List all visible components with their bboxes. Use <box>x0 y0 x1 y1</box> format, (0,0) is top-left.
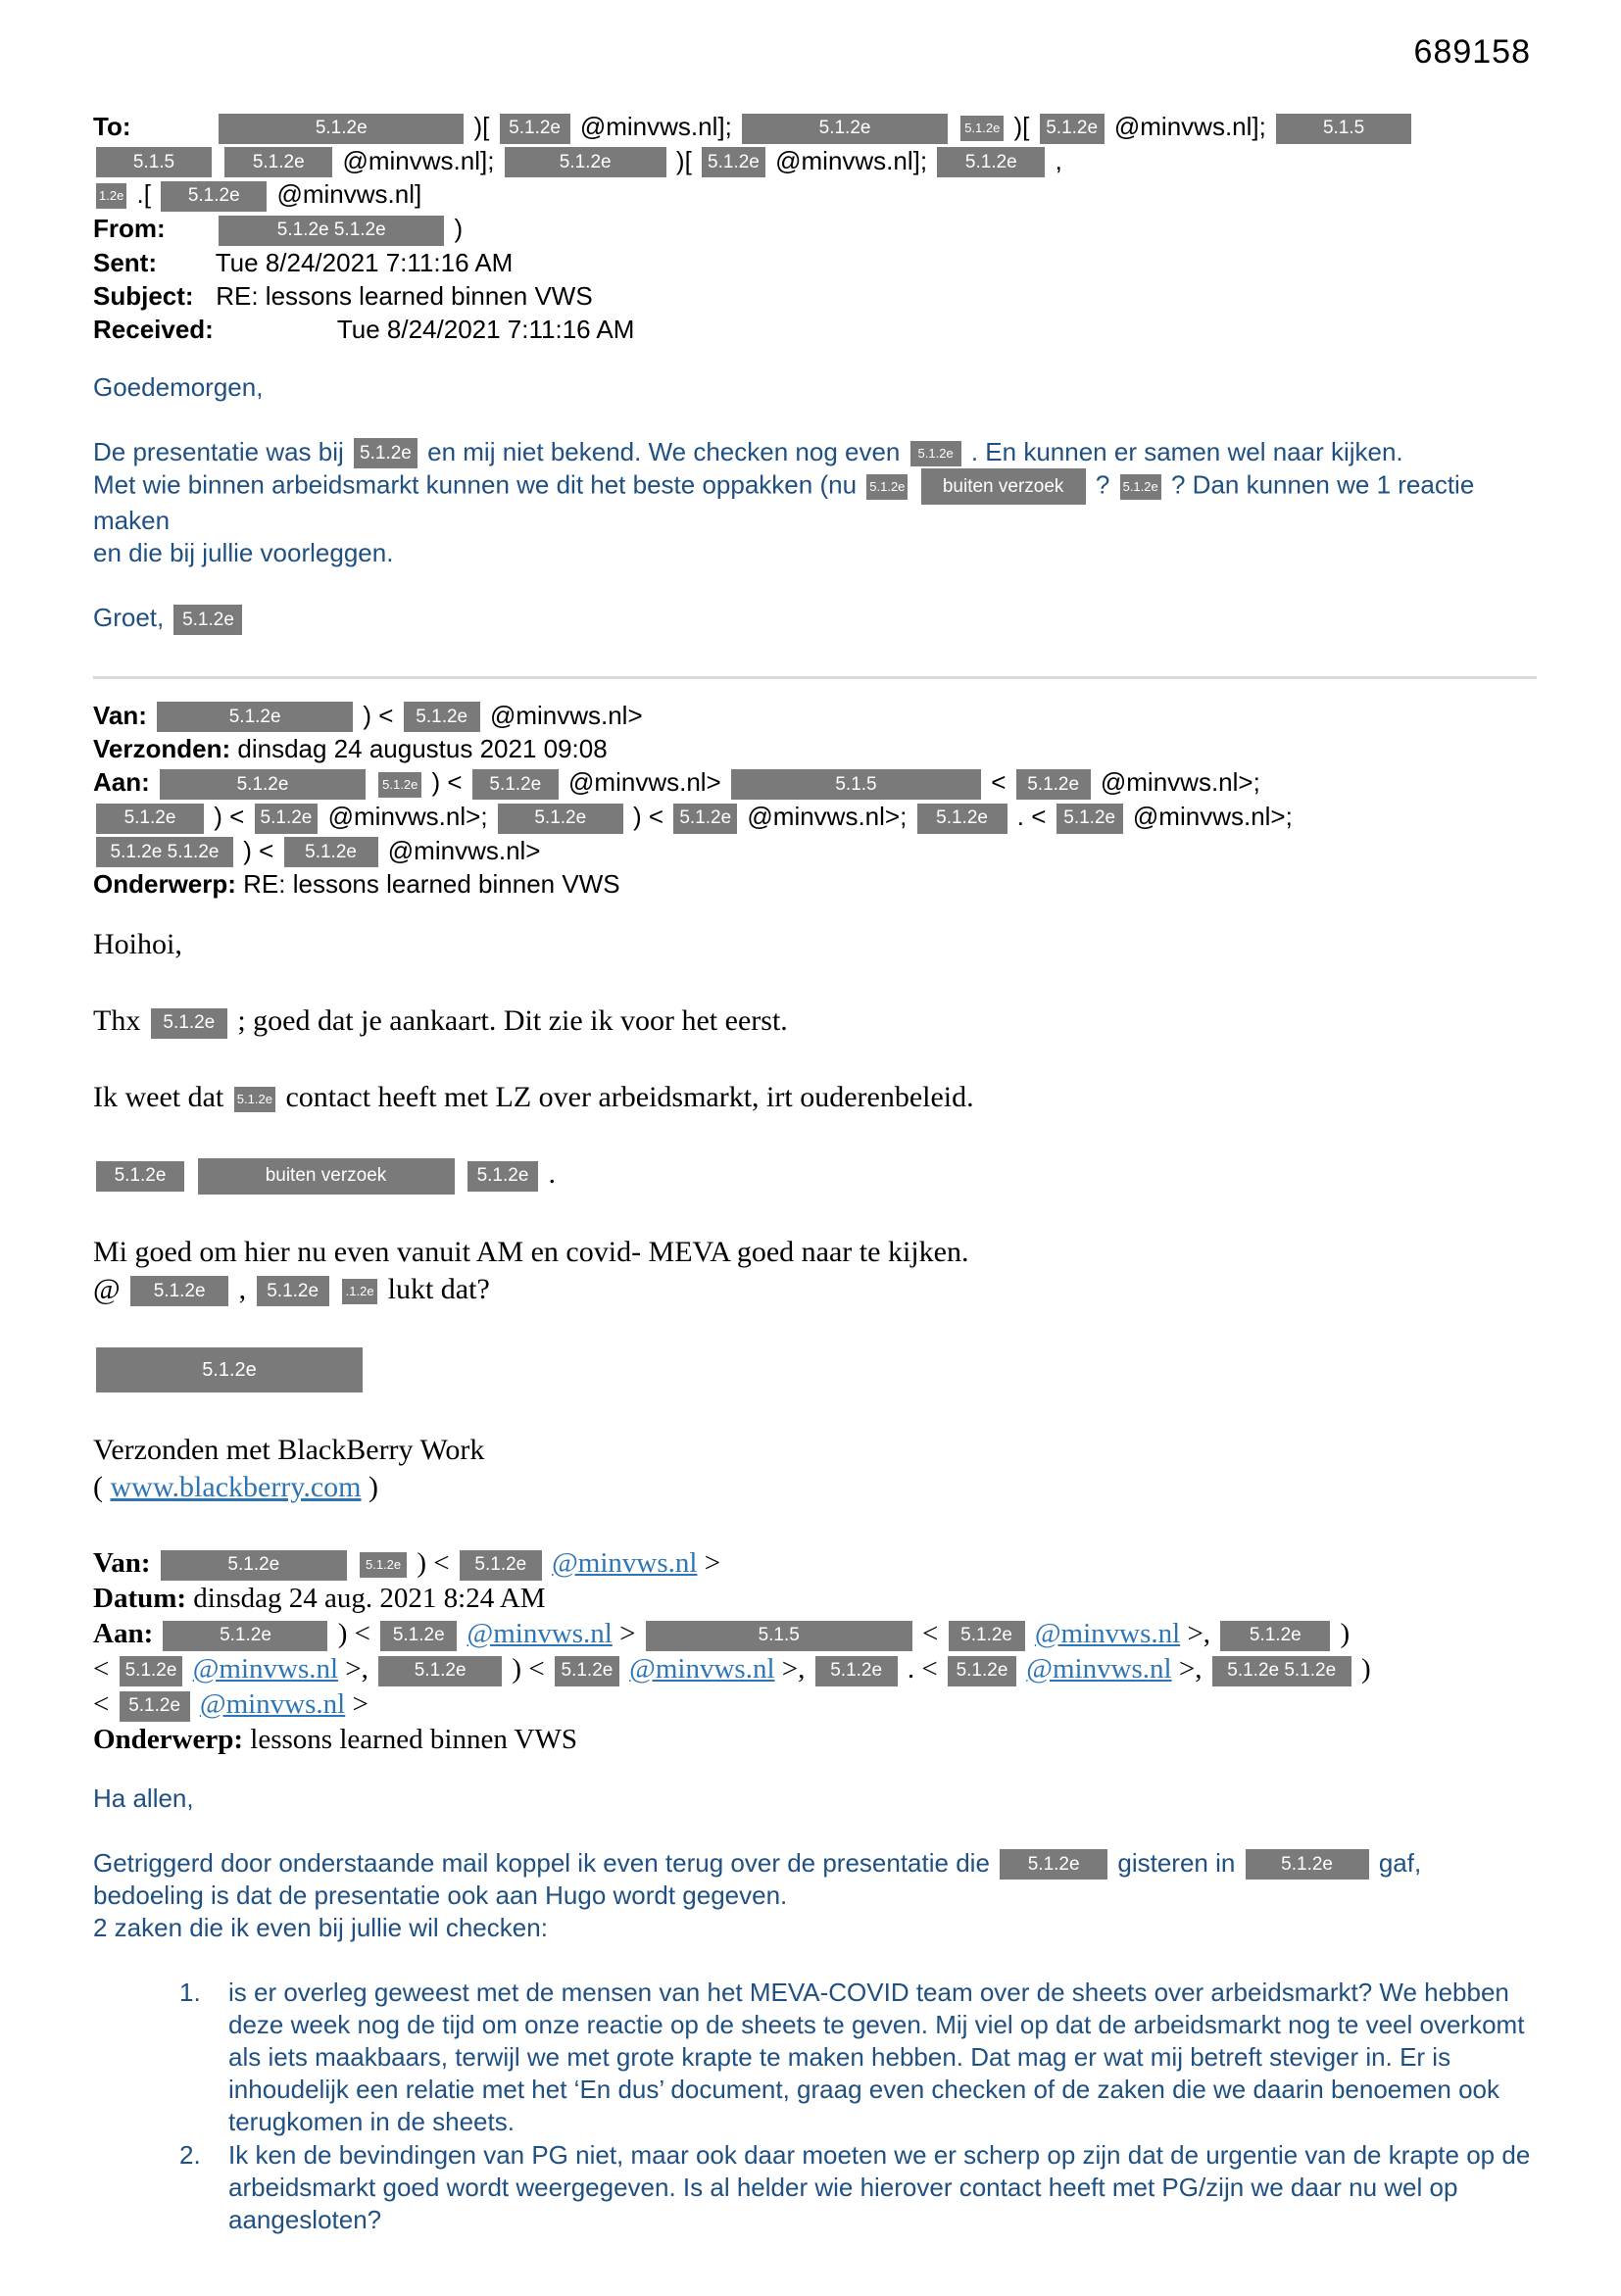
text-segment: Ha allen, <box>93 1783 194 1813</box>
email-header-fields <box>93 1545 1537 1757</box>
document-number: 689158 <box>1413 33 1531 71</box>
text-segment: De presentatie was bij <box>93 436 344 466</box>
text-segment: @minvws.nl> <box>568 767 721 798</box>
redaction-block: 5.1.2e <box>120 1691 190 1722</box>
list-item-text: is er overleg geweest met de mensen van het MEVA-COVID team over de sheets over arbeidsmarkt? We hebben deze week nog de tijd om onze reactie op de sheets te geven. Mij viel op dat de arbeidsmarkt nog te veel overkomt als iets maakbaars, terwijl we met grote krapte te maken hebben. Dat mag er wat mij betreft steviger in. Er is inhoudelijk een relatie met het ‘En dus’ document, graag even checken of de zaken die we daarin benoemen ook terugkomen in de sheets. <box>228 1978 1525 2137</box>
redaction-block: 5.1.2e <box>467 1161 538 1192</box>
text-segment: < <box>93 1687 110 1720</box>
redaction-block: 5.1.2e <box>219 114 464 144</box>
text-segment: >, <box>1187 1617 1211 1649</box>
text-segment: Met wie binnen arbeidsmarkt kunnen we dit het beste oppakken (nu <box>93 469 858 500</box>
redaction-block: 5.1.5 <box>646 1621 912 1651</box>
text-segment: ) < <box>512 1652 545 1685</box>
redaction-block: 5.1.2e <box>673 804 737 834</box>
redaction-block: 5.1.2e <box>742 114 948 144</box>
redaction-block: .1.2e <box>342 1279 377 1304</box>
redaction-block: 5.1.2e <box>498 804 623 834</box>
redaction-block: 5.1.2e <box>360 1552 407 1578</box>
text-segment: >, <box>781 1652 806 1685</box>
text-segment: @minvws.nl]; <box>775 145 928 175</box>
header-field-row <box>93 313 1537 346</box>
redaction-block: 5.1.2e <box>917 804 1007 834</box>
text-segment: ) < <box>243 835 274 865</box>
text-segment: ( <box>93 1470 103 1503</box>
header-field-row <box>93 1581 1537 1616</box>
text-segment: . En kunnen er samen wel naar kijken. <box>970 436 1403 466</box>
redaction-block: 5.1.2e 5.1.2e <box>96 837 233 867</box>
text-segment: en die bij jullie voorleggen. <box>93 538 394 568</box>
redaction-block: 5.1.2e <box>160 769 366 800</box>
redaction-block: 5.1.2e <box>555 1656 619 1686</box>
redaction-block: 5.1.5 <box>731 769 981 800</box>
text-segment: Verzonden met BlackBerry Work <box>93 1433 485 1466</box>
text-segment: )[ <box>675 145 692 175</box>
text-segment: ? Dan kunnen we 1 reactie maken <box>93 469 1475 536</box>
body-paragraph <box>93 1347 1537 1392</box>
text-segment: ) <box>368 1470 379 1503</box>
redaction-block: 5.1.2e <box>1246 1849 1369 1880</box>
text-segment: ) < <box>431 767 463 798</box>
text-segment: @minvws.nl>; <box>747 802 908 831</box>
redaction-block: 5.1.2e <box>702 147 765 177</box>
redaction-block: 5.1.2e <box>815 1656 898 1686</box>
header-field-row <box>93 699 1537 733</box>
text-segment: @minvws.nl]; <box>1113 112 1266 141</box>
redaction-buiten-verzoek: buiten verzoek <box>921 468 1086 505</box>
text-segment: ) < <box>337 1617 370 1649</box>
list-item-number: 1. <box>179 1978 201 2008</box>
text-segment: < <box>991 767 1007 798</box>
body-paragraph <box>93 602 1537 635</box>
redaction-block: 5.1.2e <box>866 474 908 500</box>
text-segment: @minvws.nl] <box>276 179 422 210</box>
text-segment: gisteren in <box>1117 1847 1236 1878</box>
text-segment: dinsdag 24 augustus 2021 09:08 <box>237 734 608 764</box>
redaction-block: 5.1.2e <box>163 1621 327 1651</box>
redaction-block: 5.1.2e <box>1056 804 1123 834</box>
text-segment: , <box>1055 145 1062 175</box>
text-segment: < <box>93 1652 110 1685</box>
text-segment: @minvws.nl]; <box>579 112 732 141</box>
minvws-link[interactable]: @minvws.nl <box>552 1546 698 1579</box>
field-label: Verzonden: <box>93 734 231 764</box>
body-paragraph <box>93 1432 1537 1506</box>
spacer <box>221 337 330 338</box>
text-segment: Groet, <box>93 603 165 633</box>
text-segment: @minvws.nl>; <box>1100 767 1260 798</box>
redaction-block: 5.1.2e <box>1220 1621 1330 1651</box>
redaction-block: 5.1.2e <box>96 1161 184 1192</box>
body-paragraph <box>93 1155 1537 1195</box>
redaction-block: 5.1.2e <box>161 1550 347 1581</box>
redaction-block: 5.1.2e <box>354 438 418 468</box>
text-segment: ) < <box>633 802 664 831</box>
redaction-block: 5.1.2e <box>130 1276 228 1306</box>
field-label: Sent: <box>93 247 157 277</box>
text-segment: Getriggerd door onderstaande mail koppel ik even terug over de presentatie die <box>93 1847 990 1878</box>
redaction-block: 5.1.2e <box>96 1347 363 1392</box>
redaction-block: 5.1.2e <box>910 441 961 466</box>
body-paragraph <box>93 1847 1537 1945</box>
text-segment: Hoihoi, <box>93 928 182 961</box>
redaction-block: 5.1.5 <box>96 147 212 177</box>
field-label: Datum: <box>93 1582 187 1614</box>
field-label: Aan: <box>93 767 150 798</box>
list-item-text: Ik ken de bevindingen van PG niet, maar ook daar moeten we er scherp op zijn dat de urgentie van de krapte op de arbeidsmarkt goed wordt weergegeven. Is al helder wie hierover contact heeft met PG/zijn we daar nu wel op aangesloten? <box>228 2140 1531 2235</box>
header-field-row <box>93 110 1537 212</box>
redaction-block: 5.1.2e <box>378 772 421 798</box>
text-segment: lessons learned binnen VWS <box>250 1723 577 1755</box>
text-segment: ) <box>1360 1652 1371 1685</box>
text-segment: lukt dat? <box>387 1272 490 1305</box>
redaction-block: 5.1.2e <box>257 1276 329 1306</box>
text-segment: @minvws.nl> <box>387 835 541 865</box>
text-segment: contact heeft met LZ over arbeidsmarkt, irt ouderenbeleid. <box>285 1081 974 1114</box>
text-segment: dinsdag 24 aug. 2021 8:24 AM <box>193 1582 546 1614</box>
text-segment: )[ <box>1013 112 1030 141</box>
header-field-row <box>93 1616 1537 1722</box>
list-item-number: 2. <box>179 2140 201 2171</box>
header-field-row <box>93 279 1537 313</box>
text-segment: ) < <box>417 1546 450 1579</box>
minvws-link[interactable]: @minvws.nl <box>192 1652 339 1685</box>
redaction-block: 5.1.2e <box>949 1621 1025 1651</box>
minvws-link[interactable]: @minvws.nl <box>1034 1617 1181 1649</box>
text-segment: >, <box>345 1652 368 1685</box>
email-header-fields <box>93 699 1537 902</box>
text-segment: @minvws.nl>; <box>1132 802 1293 831</box>
text-segment: Ik weet dat <box>93 1081 224 1114</box>
redaction-block: 5.1.2e <box>472 769 559 800</box>
text-segment: > <box>704 1546 721 1579</box>
text-segment: ) <box>454 213 464 243</box>
redaction-block: 5.1.2e 5.1.2e <box>219 216 444 246</box>
text-segment: ; goed dat je aankaart. Dit zie ik voor het eerst. <box>237 1004 788 1038</box>
redaction-block: 1.2e <box>96 183 126 209</box>
text-segment: . < <box>907 1652 938 1685</box>
text-segment: . < <box>1016 802 1047 831</box>
body-paragraph <box>93 371 1537 404</box>
redaction-block: 5.1.2e <box>161 181 267 212</box>
text-segment: @minvws.nl> <box>489 700 643 730</box>
list-item <box>179 1977 1537 2138</box>
message-body <box>93 1783 1537 1945</box>
redaction-buiten-verzoek: buiten verzoek <box>198 1158 455 1195</box>
body-paragraph <box>93 1079 1537 1116</box>
redaction-block: 5.1.2e <box>380 1621 457 1651</box>
redaction-block: 5.1.2e <box>378 1656 502 1686</box>
text-segment: ) < <box>214 802 245 831</box>
header-field-row <box>93 246 1537 279</box>
text-segment: > <box>619 1617 636 1649</box>
redaction-block: 5.1.2e <box>151 1008 227 1039</box>
redaction-block: 5.1.2e <box>1120 474 1161 500</box>
text-segment: @minvws.nl>; <box>327 802 488 831</box>
blackberry-link[interactable]: www.blackberry.com <box>110 1470 362 1503</box>
text-segment: ? <box>1095 469 1110 500</box>
header-field-row <box>93 1545 1537 1581</box>
body-paragraph <box>93 1783 1537 1815</box>
redaction-block: 5.1.2e <box>960 116 1004 141</box>
header-field-row <box>93 765 1537 867</box>
header-field-row <box>93 867 1537 901</box>
text-segment: @ <box>93 1272 121 1305</box>
message-divider <box>93 676 1537 679</box>
field-label: Onderwerp: <box>93 1723 244 1755</box>
redaction-block: 5.1.2e <box>284 837 378 867</box>
field-label: Van: <box>93 1546 151 1579</box>
text-segment: ) <box>1340 1617 1351 1649</box>
field-label: Received: <box>93 314 214 344</box>
text-segment: @minvws.nl]; <box>342 145 495 175</box>
text-segment: ) < <box>363 700 394 730</box>
minvws-link[interactable]: @minvws.nl <box>1026 1652 1172 1685</box>
message-body <box>93 926 1537 1506</box>
redaction-block: 5.1.2e <box>157 702 353 732</box>
field-label: To: <box>93 112 131 141</box>
text-segment: > <box>352 1687 368 1720</box>
minvws-link[interactable]: @minvws.nl <box>467 1617 613 1649</box>
header-field-row <box>93 732 1537 765</box>
redaction-block: 5.1.2e <box>948 1656 1016 1686</box>
field-label: Van: <box>93 700 147 730</box>
email-header-fields <box>93 110 1537 346</box>
field-label: Aan: <box>93 1617 154 1649</box>
text-segment: . <box>548 1157 556 1191</box>
text-segment: Tue 8/24/2021 7:11:16 AM <box>336 314 635 344</box>
redaction-block: 5.1.2e <box>1000 1849 1107 1880</box>
redaction-block: 5.1.2e <box>255 804 319 834</box>
text-segment: 2 zaken die ik even bij jullie wil checken: <box>93 1913 548 1943</box>
field-label: Onderwerp: <box>93 869 236 900</box>
field-label: Subject: <box>93 280 194 311</box>
text-segment: )[ <box>473 112 490 141</box>
text-segment: Thx <box>93 1004 141 1038</box>
redaction-block: 5.1.2e <box>1040 114 1105 144</box>
text-segment: Tue 8/24/2021 7:11:16 AM <box>215 247 514 277</box>
redaction-block: 5.1.2e <box>505 147 666 177</box>
text-segment: Goedemorgen, <box>93 371 264 402</box>
redaction-block: 5.1.5 <box>1276 114 1411 144</box>
redaction-block: 5.1.2e <box>224 147 332 177</box>
redaction-block: 5.1.2e <box>404 702 480 732</box>
redaction-block: 5.1.2e 5.1.2e <box>1212 1656 1351 1686</box>
text-segment: RE: lessons learned binnen VWS <box>243 869 620 900</box>
redaction-block: 5.1.2e <box>120 1656 183 1686</box>
list-item <box>179 2139 1537 2236</box>
redaction-block: 5.1.2e <box>500 114 570 144</box>
text-segment: .[ <box>136 179 151 210</box>
redaction-block: 5.1.2e <box>460 1550 542 1581</box>
message-body <box>93 371 1537 635</box>
body-paragraph <box>93 1002 1537 1040</box>
header-field-row <box>93 1722 1537 1757</box>
body-paragraph <box>93 436 1537 570</box>
redaction-block: 5.1.2e <box>96 804 204 834</box>
body-paragraph <box>93 926 1537 963</box>
redaction-block: 5.1.2e <box>937 147 1045 177</box>
minvws-link[interactable]: @minvws.nl <box>199 1687 346 1720</box>
text-segment: Mi goed om hier nu even vanuit AM en covid- MEVA goed naar te kijken. <box>93 1235 969 1268</box>
text-segment: RE: lessons learned binnen VWS <box>216 280 593 311</box>
header-field-row <box>93 212 1537 246</box>
redaction-block: 5.1.2e <box>234 1087 275 1112</box>
text-segment: bedoeling is dat de presentatie ook aan Hugo wordt gegeven. <box>93 1881 788 1911</box>
text-segment: gaf, <box>1378 1847 1422 1878</box>
minvws-link[interactable]: @minvws.nl <box>629 1652 775 1685</box>
text-segment: < <box>921 1617 939 1649</box>
body-paragraph <box>93 1234 1537 1308</box>
numbered-list <box>179 1977 1537 2236</box>
text-segment: , <box>238 1272 247 1305</box>
field-label: From: <box>93 213 166 243</box>
redaction-block: 5.1.2e <box>173 605 242 635</box>
text-segment: >, <box>1178 1652 1203 1685</box>
text-segment: en mij niet bekend. We checken nog even <box>427 436 901 466</box>
redaction-block: 5.1.2e <box>1016 769 1091 800</box>
